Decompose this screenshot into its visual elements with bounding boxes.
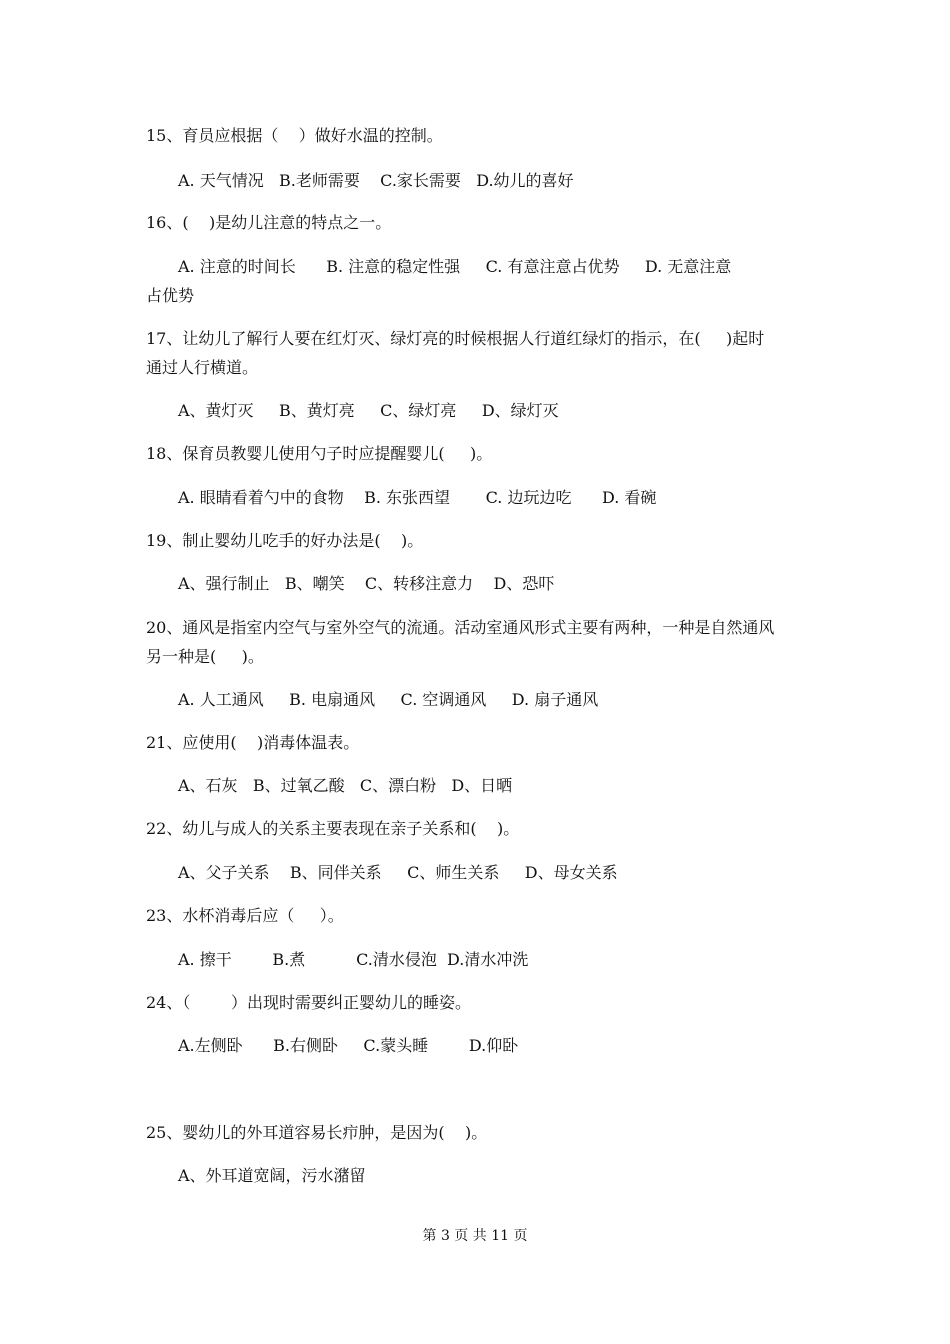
question-20-continued: 另一种是( )。	[146, 647, 264, 666]
options-21: A、石灰 B、过氧乙酸 C、漂白粉 D、日晒	[178, 776, 513, 795]
question-17-continued: 通过人行横道。	[146, 358, 259, 377]
question-20: 20、通风是指室内空气与室外空气的流通。活动室通风形式主要有两种，一种是自然通风	[146, 618, 775, 637]
options-22: A、父子关系 B、同伴关系 C、师生关系 D、母女关系	[178, 863, 618, 882]
options-24: A.左侧卧 B.右侧卧 C.蒙头睡 D.仰卧	[178, 1036, 519, 1055]
question-22: 22、幼儿与成人的关系主要表现在亲子关系和( )。	[146, 819, 520, 838]
question-21: 21、应使用( )消毒体温表。	[146, 733, 360, 752]
question-16: 16、( )是幼儿注意的特点之一。	[146, 213, 392, 232]
question-17: 17、让幼儿了解行人要在红灯灭、绿灯亮的时候根据人行道红绿灯的指示，在( )起时	[146, 329, 765, 348]
options-20: A. 人工通风 B. 电扇通风 C. 空调通风 D. 扇子通风	[178, 690, 599, 709]
options-19: A、强行制止 B、嘲笑 C、转移注意力 D、恐吓	[178, 574, 555, 593]
options-25: A、外耳道宽阔，污水潴留	[178, 1166, 366, 1185]
options-17: A、黄灯灭 B、黄灯亮 C、绿灯亮 D、绿灯灭	[178, 401, 559, 420]
question-18: 18、保育员教婴儿使用勺子时应提醒婴儿( )。	[146, 444, 493, 463]
question-24: 24、（ ）出现时需要纠正婴幼儿的睡姿。	[146, 993, 472, 1012]
options-23: A. 擦干 B.煮 C.清水侵泡 D.清水冲洗	[178, 950, 529, 969]
page-number-footer: 第 3 页 共 11 页	[422, 1228, 528, 1244]
options-18: A. 眼睛看着勺中的食物 B. 东张西望 C. 边玩边吃 D. 看碗	[178, 488, 657, 507]
question-15: 15、育员应根据（ ）做好水温的控制。	[146, 126, 443, 145]
question-25: 25、婴幼儿的外耳道容易长疖肿，是因为( )。	[146, 1123, 488, 1142]
options-15: A. 天气情况 B.老师需要 C.家长需要 D.幼儿的喜好	[178, 171, 574, 190]
options-16: A. 注意的时间长 B. 注意的稳定性强 C. 有意注意占优势 D. 无意注意	[178, 257, 732, 276]
options-16-continued: 占优势	[146, 286, 195, 305]
question-19: 19、制止婴幼儿吃手的好办法是( )。	[146, 531, 424, 550]
question-23: 23、水杯消毒后应（ ）。	[146, 906, 344, 925]
